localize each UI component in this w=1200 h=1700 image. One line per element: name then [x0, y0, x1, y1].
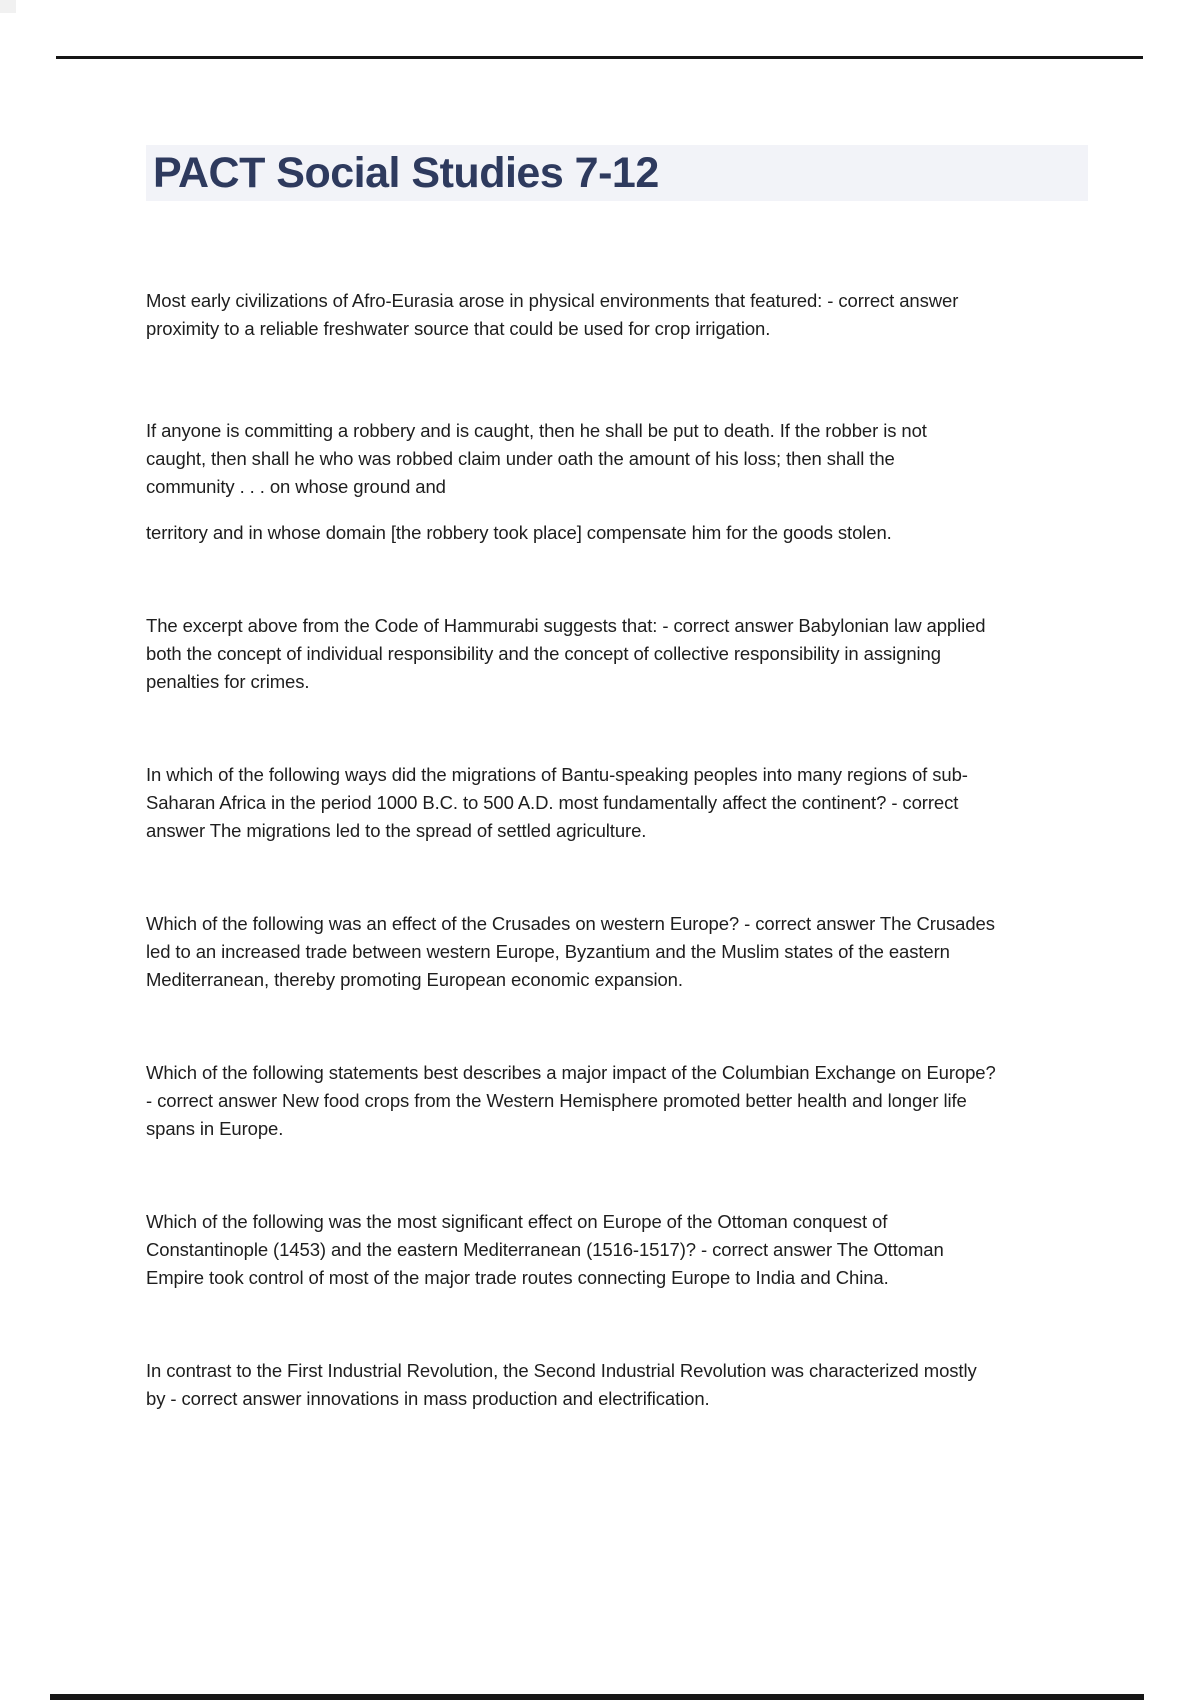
qa-paragraph	[146, 519, 1136, 547]
text-line: Saharan Africa in the period 1000 B.C. to 500 A.D. most fundamentally affect the continent? - correct	[146, 792, 959, 813]
text-line: Which of the following was the most significant effect on Europe of the Ottoman conquest of	[146, 1211, 888, 1232]
qa-paragraph	[146, 761, 1136, 845]
qa-paragraph	[146, 1357, 1136, 1413]
scan-corner-artifact	[0, 0, 16, 13]
text-line: - correct answer New food crops from the Western Hemisphere promoted better health and longer life	[146, 1090, 967, 1111]
text-line: penalties for crimes.	[146, 671, 310, 692]
qa-paragraph	[146, 1208, 1136, 1292]
qa-paragraph	[146, 612, 1136, 696]
text-line: Mediterranean, thereby promoting European economic expansion.	[146, 969, 683, 990]
text-line: community . . . on whose ground and	[146, 476, 446, 497]
text-line: proximity to a reliable freshwater source that could be used for crop irrigation.	[146, 318, 771, 339]
page-title: PACT Social Studies 7-12	[153, 148, 659, 197]
text-line: caught, then shall he who was robbed claim under oath the amount of his loss; then shall the	[146, 448, 895, 469]
text-line: If anyone is committing a robbery and is caught, then he shall be put to death. If the robber is not	[146, 420, 927, 441]
text-line: Which of the following was an effect of the Crusades on western Europe? - correct answer The Crusades	[146, 913, 995, 934]
qa-paragraph	[146, 287, 1136, 343]
title-banner	[146, 145, 1088, 201]
top-horizontal-rule	[56, 56, 1143, 59]
text-line: Constantinople (1453) and the eastern Mediterranean (1516-1517)? - correct answer The Ottoman	[146, 1239, 944, 1260]
text-line: both the concept of individual responsibility and the concept of collective responsibility in assigning	[146, 643, 941, 664]
text-line: In which of the following ways did the migrations of Bantu-speaking peoples into many regions of sub-	[146, 764, 968, 785]
text-line: answer The migrations led to the spread of settled agriculture.	[146, 820, 647, 841]
text-line: In contrast to the First Industrial Revolution, the Second Industrial Revolution was characterized mostly	[146, 1360, 977, 1381]
qa-paragraph	[146, 910, 1136, 994]
text-line: Which of the following statements best describes a major impact of the Columbian Exchange on Europe?	[146, 1062, 996, 1083]
bottom-horizontal-rule	[50, 1694, 1144, 1700]
text-line: territory and in whose domain [the robbery took place] compensate him for the goods stolen.	[146, 522, 892, 543]
qa-paragraph	[146, 1059, 1136, 1143]
text-line: Most early civilizations of Afro-Eurasia arose in physical environments that featured: - correct answer	[146, 290, 959, 311]
text-line: The excerpt above from the Code of Hammurabi suggests that: - correct answer Babylonian law applied	[146, 615, 986, 636]
qa-paragraph	[146, 417, 1136, 501]
text-line: led to an increased trade between western Europe, Byzantium and the Muslim states of the eastern	[146, 941, 950, 962]
text-line: spans in Europe.	[146, 1118, 284, 1139]
document-body	[146, 287, 1136, 1413]
text-line: Empire took control of most of the major trade routes connecting Europe to India and China.	[146, 1267, 889, 1288]
text-line: by - correct answer innovations in mass production and electrification.	[146, 1388, 710, 1409]
